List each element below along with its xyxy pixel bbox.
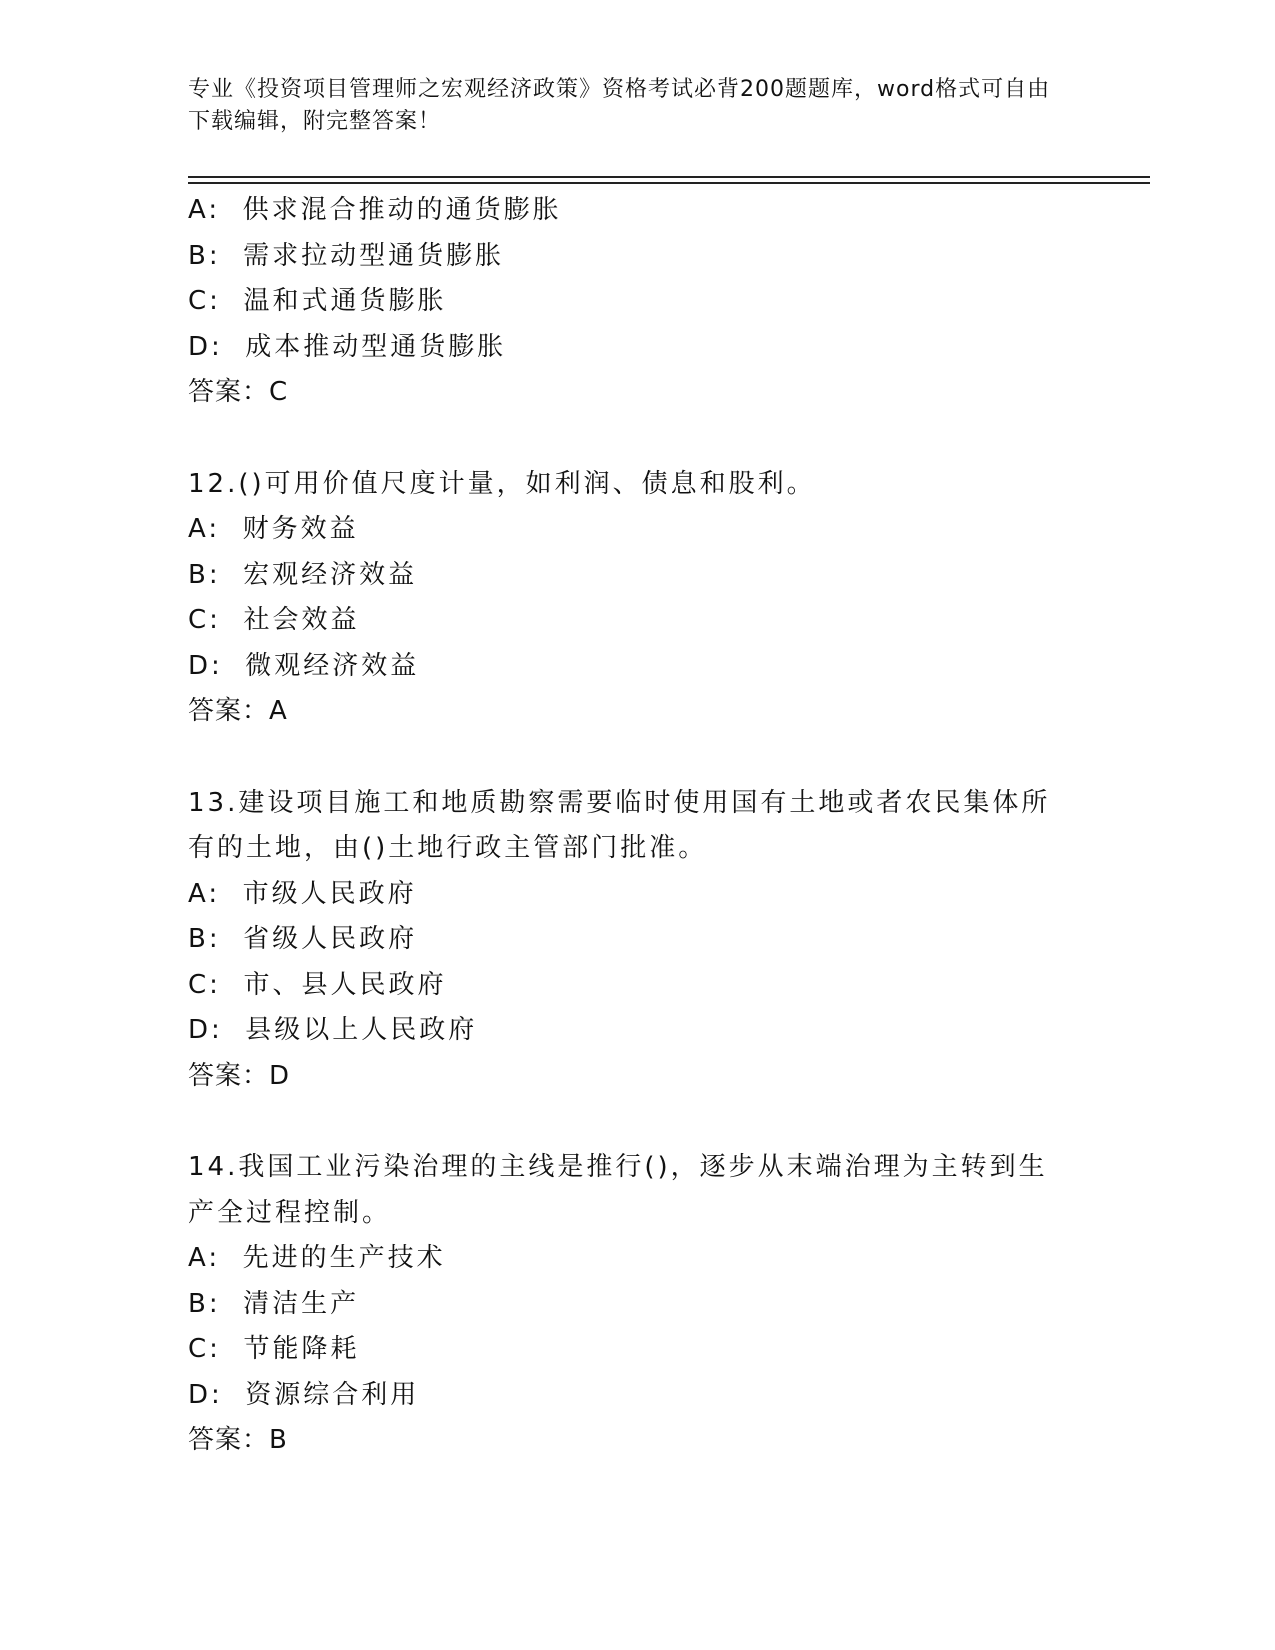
option-c: C: 温和式通货膨胀 [188, 286, 447, 316]
option-c: C: 社会效益 [188, 605, 360, 635]
option-b: B: 需求拉动型通货膨胀 [188, 240, 505, 271]
question-13 [188, 781, 1088, 1100]
question-12 [188, 462, 1088, 735]
option-c: C: 市、县人民政府 [188, 969, 447, 1000]
answer: 答案：D [188, 1060, 291, 1091]
question-14 [188, 1145, 1088, 1464]
document-header: 专业《投资项目管理师之宏观经济政策》资格考试必背200题题库，word格式可自由下载编辑，附完整答案！ [188, 77, 1051, 134]
answer: 答案：C [188, 377, 289, 407]
option-d: D: 成本推动型通货膨胀 [188, 331, 507, 362]
spacer [188, 416, 1088, 462]
option-b: B: 清洁生产 [188, 1288, 360, 1319]
question-11 [188, 188, 1088, 416]
question-list [188, 188, 1088, 1464]
spacer [188, 735, 1088, 781]
answer: 答案：B [188, 1425, 288, 1455]
option-a: A: 先进的生产技术 [188, 1243, 446, 1273]
option-c: C: 节能降耗 [188, 1334, 360, 1364]
question-stem: 13.建设项目施工和地质勘察需要临时使用国有土地或者农民集体所有的土地，由()土地行政主管部门批准。 [188, 787, 1051, 863]
spacer [188, 1099, 1088, 1145]
header-divider-bottom [188, 182, 1150, 184]
option-d: D: 微观经济效益 [188, 650, 420, 681]
option-a: A: 财务效益 [188, 514, 359, 544]
question-stem: 14.我国工业污染治理的主线是推行()，逐步从末端治理为主转到生产全过程控制。 [188, 1152, 1048, 1228]
option-a: A: 市级人民政府 [188, 878, 417, 909]
option-d: D: 资源综合利用 [188, 1379, 420, 1410]
option-a: A: 供求混合推动的通货膨胀 [188, 195, 562, 225]
option-b: B: 省级人民政府 [188, 924, 418, 954]
option-d: D: 县级以上人民政府 [188, 1015, 478, 1045]
option-b: B: 宏观经济效益 [188, 559, 418, 590]
question-stem: 12.()可用价值尺度计量，如利润、债息和股利。 [188, 468, 816, 499]
header-divider-top [188, 176, 1150, 178]
answer: 答案：A [188, 696, 288, 726]
